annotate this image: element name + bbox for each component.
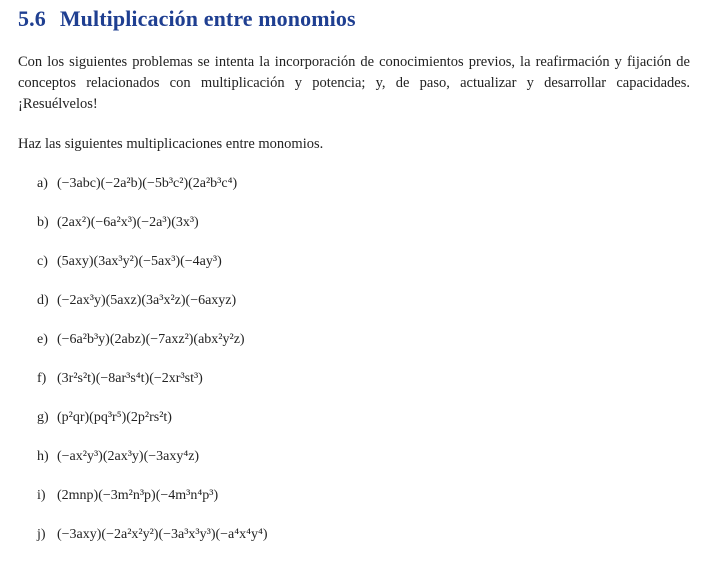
exercise-list: [37, 174, 268, 564]
exercise-item: [37, 174, 268, 213]
exercise-label: b): [37, 215, 49, 230]
exercise-label: h): [37, 449, 49, 464]
exercise-label: j): [37, 527, 46, 542]
instruction-text: Haz las siguientes multiplicaciones entre monomios.: [18, 136, 324, 152]
exercise-expression: (−ax²y³)(2ax³y)(−3axy⁴z): [57, 449, 200, 464]
exercise-label: a): [37, 176, 48, 191]
section-title-text: Multiplicación entre monomios: [59, 6, 356, 31]
exercise-item: [37, 447, 268, 486]
exercise-item: [37, 291, 268, 330]
exercise-item: [37, 330, 268, 369]
exercise-item: [37, 525, 268, 564]
exercise-expression: (−3axy)(−2a²x²y²)(−3a³x³y³)(−a⁴x⁴y⁴): [57, 527, 268, 542]
exercise-expression: (5axy)(3ax³y²)(−5ax³)(−4ay³): [57, 254, 222, 269]
exercise-expression: (−6a²b³y)(2abz)(−7axz²)(abx²y²z): [57, 332, 245, 347]
exercise-label: g): [37, 410, 49, 425]
exercise-label: c): [37, 254, 48, 269]
exercise-item: [37, 408, 268, 447]
exercise-expression: (−3abc)(−2a²b)(−5b³c²)(2a²b³c⁴): [57, 176, 238, 191]
exercise-label: d): [37, 293, 49, 308]
exercise-expression: (−2ax³y)(5axz)(3a³x²z)(−6axyz): [57, 293, 237, 308]
exercise-label: f): [37, 371, 47, 386]
exercise-item: [37, 252, 268, 291]
exercise-item: [37, 213, 268, 252]
exercise-expression: (2ax²)(−6a²x³)(−2a³)(3x³): [57, 215, 199, 230]
intro-paragraph: Con los siguientes problemas se intenta la incorporación de conocimientos previos, la reafirmación y fijación de conceptos relacionados con multiplicación y potencia; y, de paso, actualizar y desarrollar capacidades. ¡Resuélvelos!: [18, 54, 690, 112]
exercise-label: e): [37, 332, 48, 347]
exercise-expression: (2mnp)(−3m²n³p)(−4m³n⁴p³): [57, 488, 219, 503]
exercise-expression: (p²qr)(pq³r⁵)(2p²rs²t): [57, 410, 172, 425]
section-number: 5.6: [18, 6, 46, 31]
exercise-item: [37, 486, 268, 525]
exercise-label: i): [37, 488, 46, 503]
section-title: [18, 6, 356, 32]
exercise-item: [37, 369, 268, 408]
exercise-expression: (3r²s²t)(−8ar³s⁴t)(−2xr³st³): [57, 371, 203, 386]
